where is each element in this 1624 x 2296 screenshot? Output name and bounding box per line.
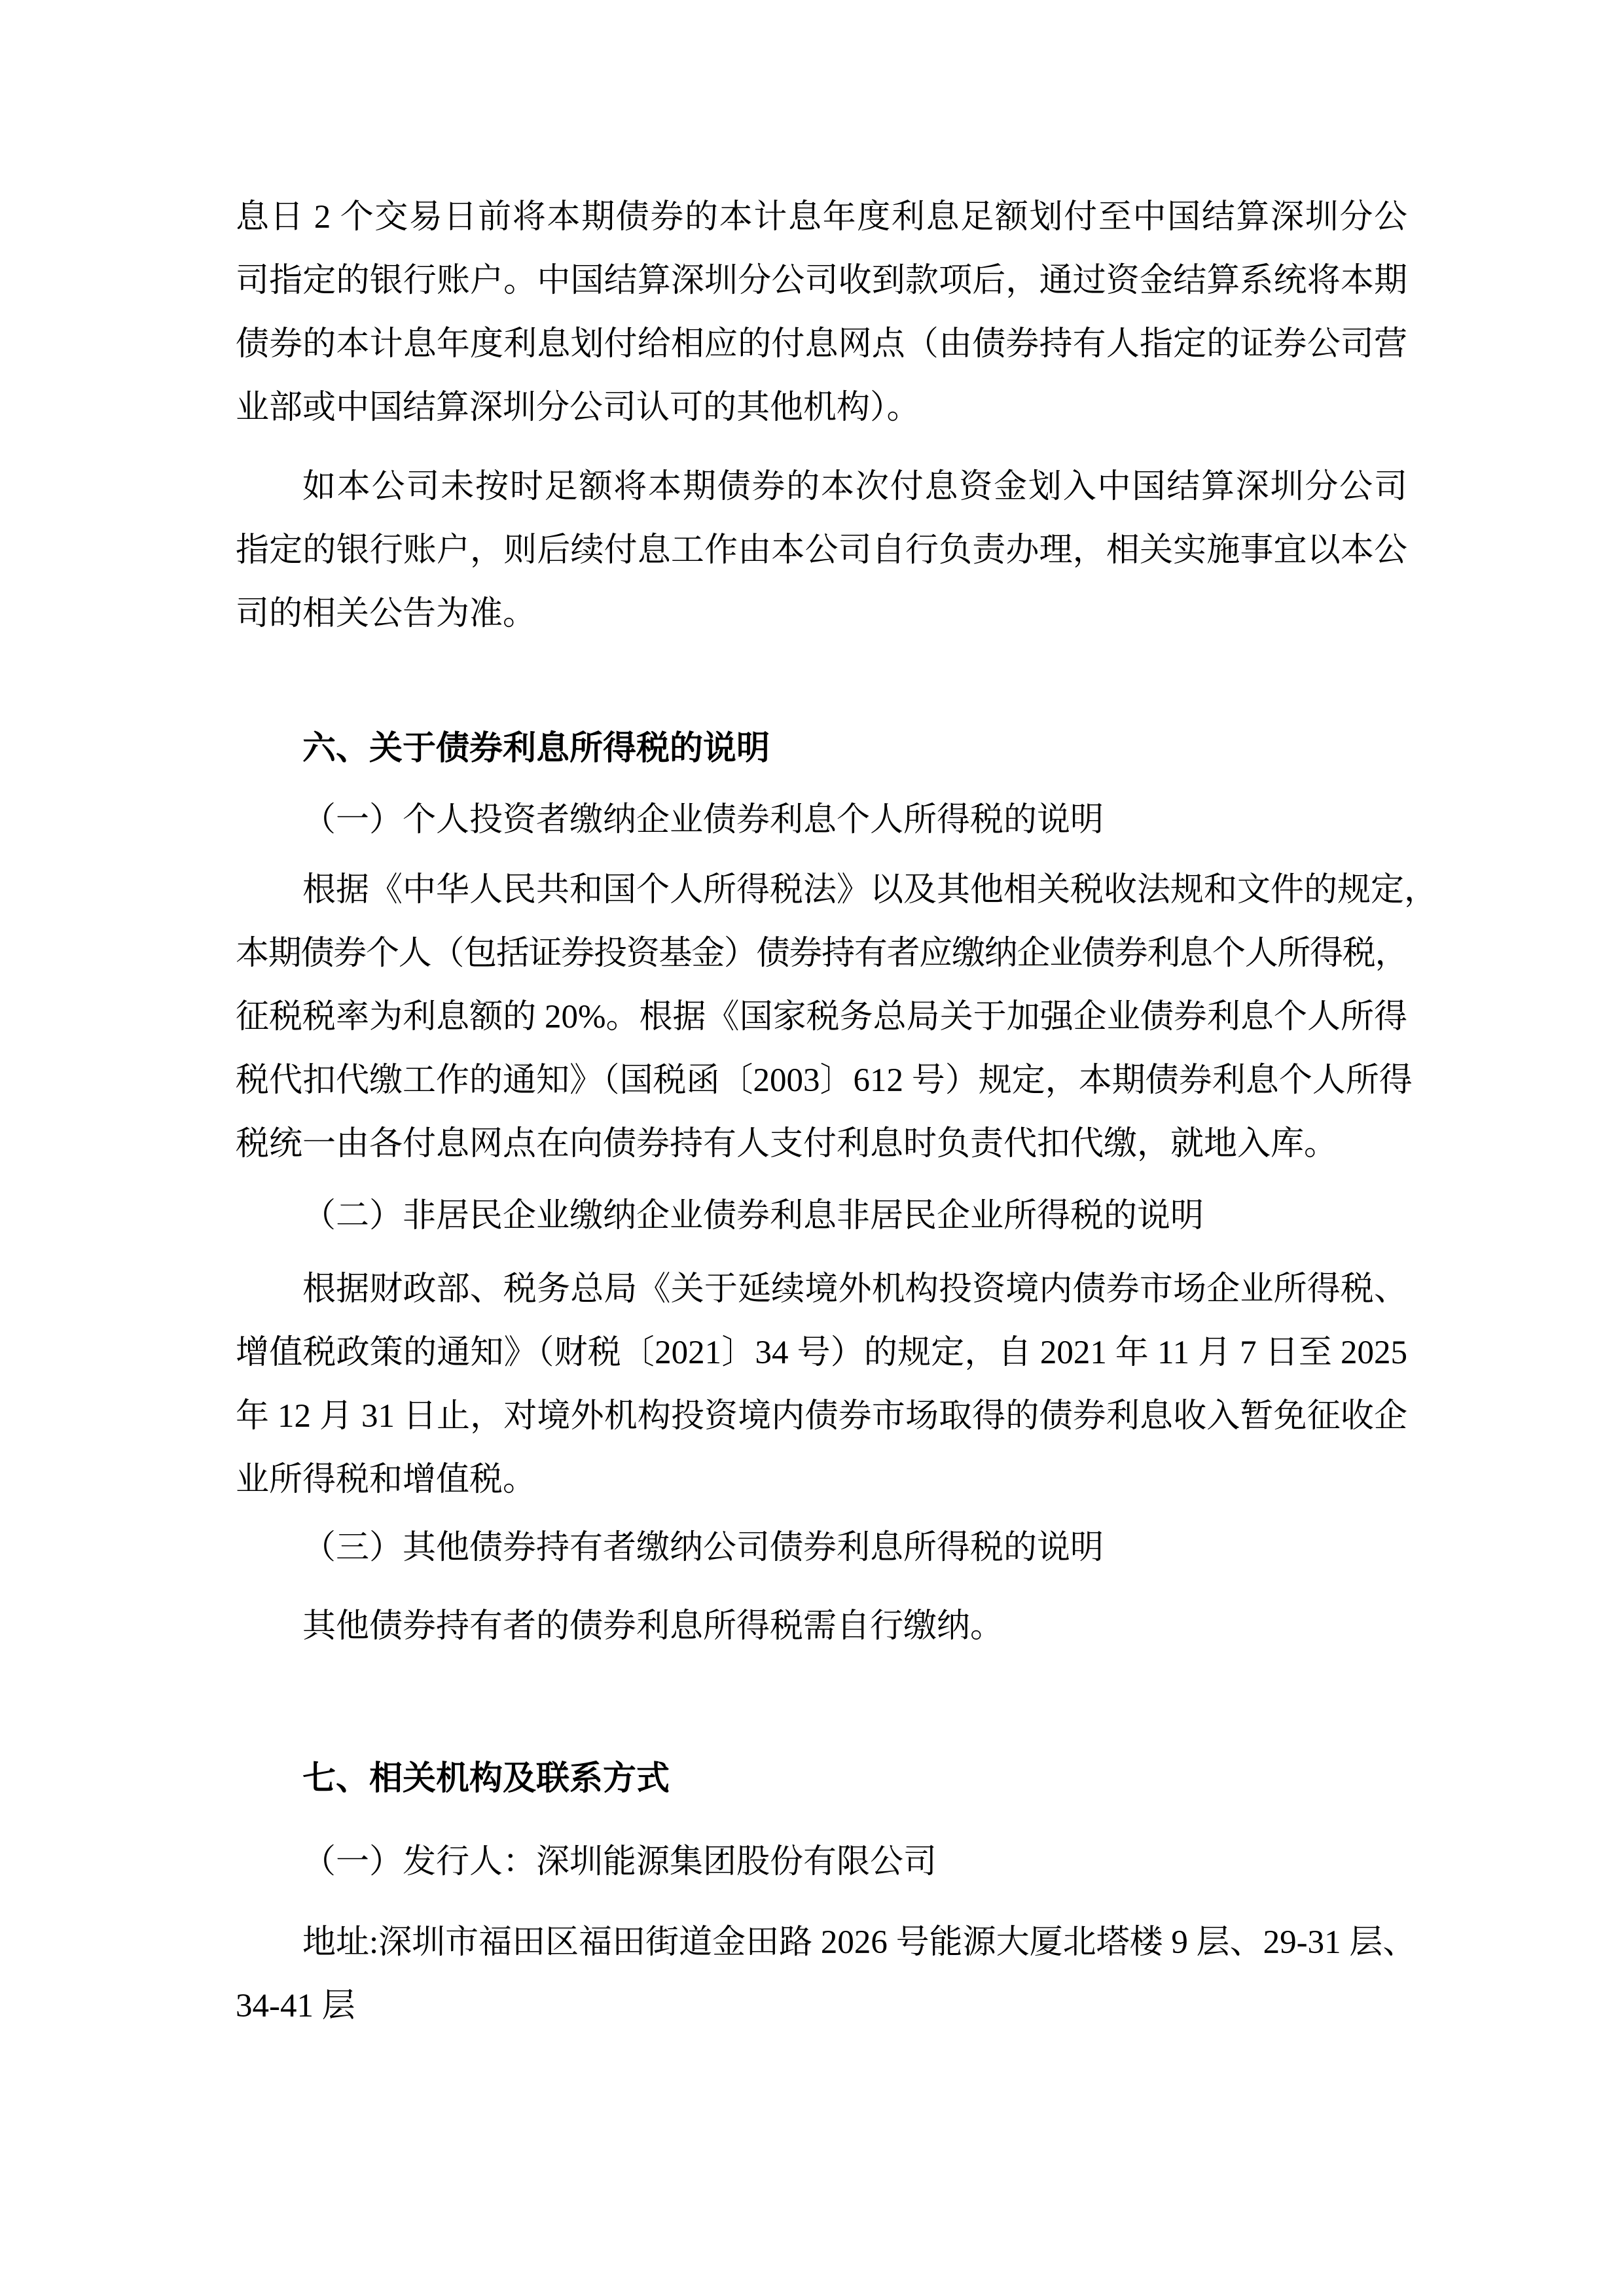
text-line: 指定的银行账户，则后续付息工作由本公司自行负责办理，相关实施事宜以本公 xyxy=(236,532,1407,569)
subsection-heading-individual-tax: （一）个人投资者缴纳企业债券利息个人所得税的说明 xyxy=(302,802,1104,838)
text-line: 业所得税和增值税。 xyxy=(236,1462,537,1498)
text-column xyxy=(236,0,1438,2038)
text-line: 司指定的银行账户。中国结算深圳分公司收到款项后，通过资金结算系统将本期 xyxy=(236,262,1407,299)
text-line: 司的相关公告为准。 xyxy=(236,596,537,632)
section-heading-tax: 六、关于债券利息所得税的说明 xyxy=(302,730,770,767)
paragraph-interest-transfer xyxy=(236,186,1407,440)
text-line: 业部或中国结算深圳分公司认可的其他机构）。 xyxy=(236,389,920,426)
text-line: 地址:深圳市福田区福田街道金田路 2026 号能源大厦北塔楼 9 层、29-31 层、 xyxy=(302,1924,1416,1961)
text-line: 如本公司未按时足额将本期债券的本次付息资金划入中国结算深圳分公司 xyxy=(302,469,1407,505)
subsection-heading-issuer: （一）发行人：深圳能源集团股份有限公司 xyxy=(302,1844,937,1880)
text-line: 年 12 月 31 日止，对境外机构投资境内债券市场取得的债券利息收入暂免征收企 xyxy=(236,1398,1407,1435)
text-line: 债券的本计息年度利息划付给相应的付息网点（由债券持有人指定的证券公司营 xyxy=(236,326,1407,363)
paragraph-issuer-address xyxy=(236,1911,1416,2038)
text-line: 税统一由各付息网点在向债券持有人支付利息时负责代扣代缴，就地入库。 xyxy=(236,1126,1338,1162)
section-heading-contacts: 七、相关机构及联系方式 xyxy=(302,1761,670,1797)
text-line: 其他债券持有者的债券利息所得税需自行缴纳。 xyxy=(302,1608,1004,1645)
text-line: 根据财政部、税务总局《关于延续境外机构投资境内债券市场企业所得税、 xyxy=(302,1271,1407,1308)
paragraph-nonresident-tax xyxy=(236,1258,1407,1512)
text-line: 根据《中华人民共和国个人所得税法》以及其他相关税收法规和文件的规定， xyxy=(302,872,1438,908)
paragraph-individual-tax xyxy=(236,859,1438,1176)
subsection-heading-nonresident-tax: （二）非居民企业缴纳企业债券利息非居民企业所得税的说明 xyxy=(302,1198,1204,1234)
text-line: 34-41 层 xyxy=(236,1988,355,2024)
text-line: 本期债券个人（包括证券投资基金）债券持有者应缴纳企业债券利息个人所得税， xyxy=(236,935,1407,972)
text-line: 税代扣代缴工作的通知》（国税函〔2003〕612 号）规定，本期债券利息个人所得 xyxy=(236,1062,1413,1099)
paragraph-late-payment xyxy=(236,456,1407,646)
paragraph-other-holders-tax xyxy=(236,1595,1407,1659)
text-line: 息日 2 个交易日前将本期债券的本计息年度利息足额划付至中国结算深圳分公 xyxy=(236,199,1407,236)
text-line: 征税税率为利息额的 20%。根据《国家税务总局关于加强企业债券利息个人所得 xyxy=(236,999,1407,1035)
subsection-heading-other-holders-tax: （三）其他债券持有者缴纳公司债券利息所得税的说明 xyxy=(302,1530,1104,1566)
text-line: 增值税政策的通知》（财税〔2021〕34 号）的规定，自 2021 年 11 月 7 日至 2025 xyxy=(236,1335,1407,1371)
